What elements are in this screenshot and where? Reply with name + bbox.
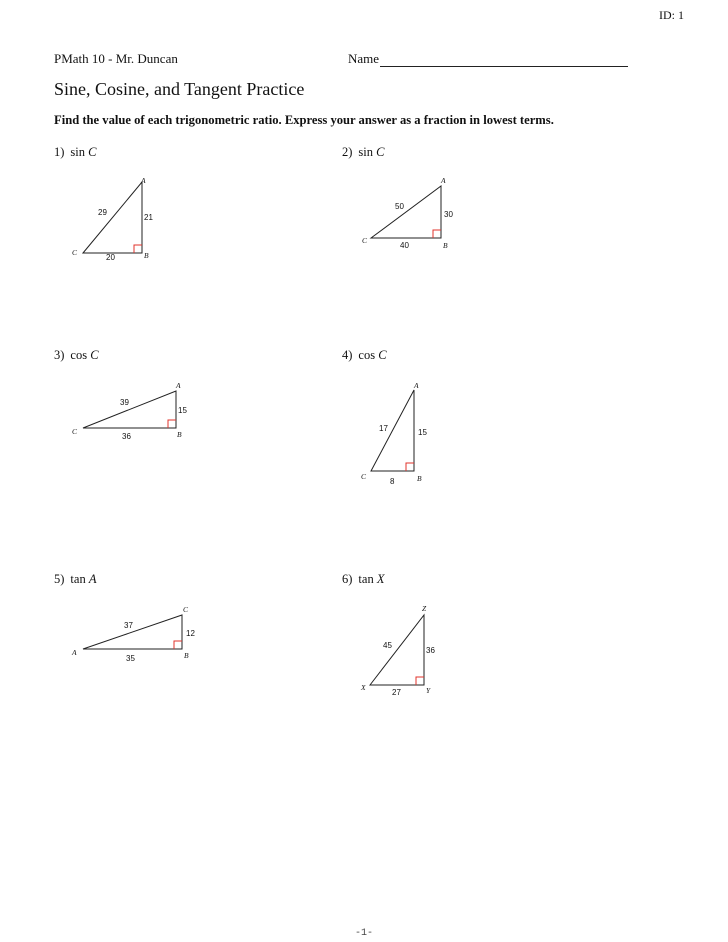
vertex-right-label: B <box>417 474 422 483</box>
trig-variable: C <box>376 145 385 159</box>
id-label: ID: 1 <box>659 8 684 22</box>
vertical-side-label: 12 <box>186 629 195 638</box>
problem-number: 6) <box>342 572 353 586</box>
problem-4-label <box>342 348 387 363</box>
course-header: PMath 10 - Mr. Duncan <box>54 51 178 66</box>
base-side-label: 8 <box>390 477 395 486</box>
trig-function: cos <box>70 348 88 362</box>
base-side-label: 35 <box>126 654 135 663</box>
problem-number: 3) <box>54 348 65 362</box>
vertical-side-label: 15 <box>178 406 187 415</box>
vertical-side-label: 15 <box>418 428 427 437</box>
base-side-label: 27 <box>392 688 401 697</box>
vertical-side-label: 21 <box>144 213 153 222</box>
vertical-side-label: 30 <box>444 210 453 219</box>
problem-6-triangle <box>356 598 446 708</box>
vertex-top-label: A <box>141 176 146 185</box>
right-angle-marker <box>168 420 176 428</box>
hypotenuse-label: 37 <box>124 621 133 630</box>
vertex-top-label: A <box>441 176 446 185</box>
base-side-label: 36 <box>122 432 131 441</box>
vertical-side-label: 36 <box>426 646 435 655</box>
right-angle-marker <box>416 677 424 685</box>
vertex-right-label: B <box>144 251 149 260</box>
right-angle-marker <box>174 641 182 649</box>
hypotenuse-label: 50 <box>395 202 404 211</box>
vertex-top-label: A <box>176 381 181 390</box>
problem-number: 4) <box>342 348 353 362</box>
trig-variable: X <box>376 572 385 586</box>
problem-3-triangle <box>66 375 196 445</box>
trig-variable: C <box>90 348 99 362</box>
problem-number: 5) <box>54 572 65 586</box>
hypotenuse-label: 17 <box>379 424 388 433</box>
problem-1-triangle <box>66 170 166 270</box>
hypotenuse-label: 45 <box>383 641 392 650</box>
problem-3-label <box>54 348 99 363</box>
base-side-label: 40 <box>400 241 409 250</box>
vertex-top-label: C <box>183 605 189 614</box>
problem-2-label <box>342 145 384 160</box>
problem-5-triangle <box>66 600 206 670</box>
name-blank-line <box>380 53 628 67</box>
problem-6-label <box>342 572 384 587</box>
right-angle-marker <box>406 463 414 471</box>
vertex-right-label: Y <box>426 686 431 695</box>
trig-variable: C <box>88 145 97 159</box>
instructions: Find the value of each trigonometric ratio. Express your answer as a fraction in lowest terms. <box>54 113 554 127</box>
trig-function: cos <box>358 348 376 362</box>
vertex-left-label: C <box>72 427 78 436</box>
problem-number: 1) <box>54 145 65 159</box>
problem-1-label <box>54 145 96 160</box>
trig-function: tan <box>70 572 86 586</box>
problem-4-triangle <box>358 375 438 490</box>
trig-variable: A <box>88 572 97 586</box>
triangle-outline <box>83 391 176 428</box>
triangle-outline <box>370 615 424 685</box>
name-label: Name <box>348 51 380 66</box>
hypotenuse-label: 39 <box>120 398 129 407</box>
problem-number: 2) <box>342 145 353 159</box>
vertex-left-label: C <box>361 472 367 481</box>
vertex-left-label: C <box>72 248 78 257</box>
trig-function: sin <box>358 145 374 159</box>
trig-function: sin <box>70 145 86 159</box>
vertex-left-label: A <box>72 648 77 657</box>
triangle-outline <box>371 186 441 238</box>
trig-function: tan <box>358 572 374 586</box>
problem-5-label <box>54 572 96 587</box>
hypotenuse-label: 29 <box>98 208 107 217</box>
base-side-label: 20 <box>106 253 115 262</box>
vertex-left-label: C <box>362 236 368 245</box>
vertex-right-label: B <box>443 241 448 250</box>
vertex-right-label: B <box>177 430 182 439</box>
vertex-right-label: B <box>184 651 189 660</box>
vertex-top-label: Z <box>422 604 427 613</box>
right-angle-marker <box>134 245 142 253</box>
name-field <box>348 51 628 67</box>
problem-2-triangle <box>354 170 464 260</box>
vertex-top-label: A <box>414 381 419 390</box>
vertex-left-label: X <box>361 683 366 692</box>
trig-variable: C <box>378 348 387 362</box>
triangle-outline <box>371 390 414 471</box>
page-number: -1- <box>354 928 373 939</box>
triangle-outline <box>83 182 142 253</box>
right-angle-marker <box>433 230 441 238</box>
worksheet-title: Sine, Cosine, and Tangent Practice <box>54 79 305 99</box>
